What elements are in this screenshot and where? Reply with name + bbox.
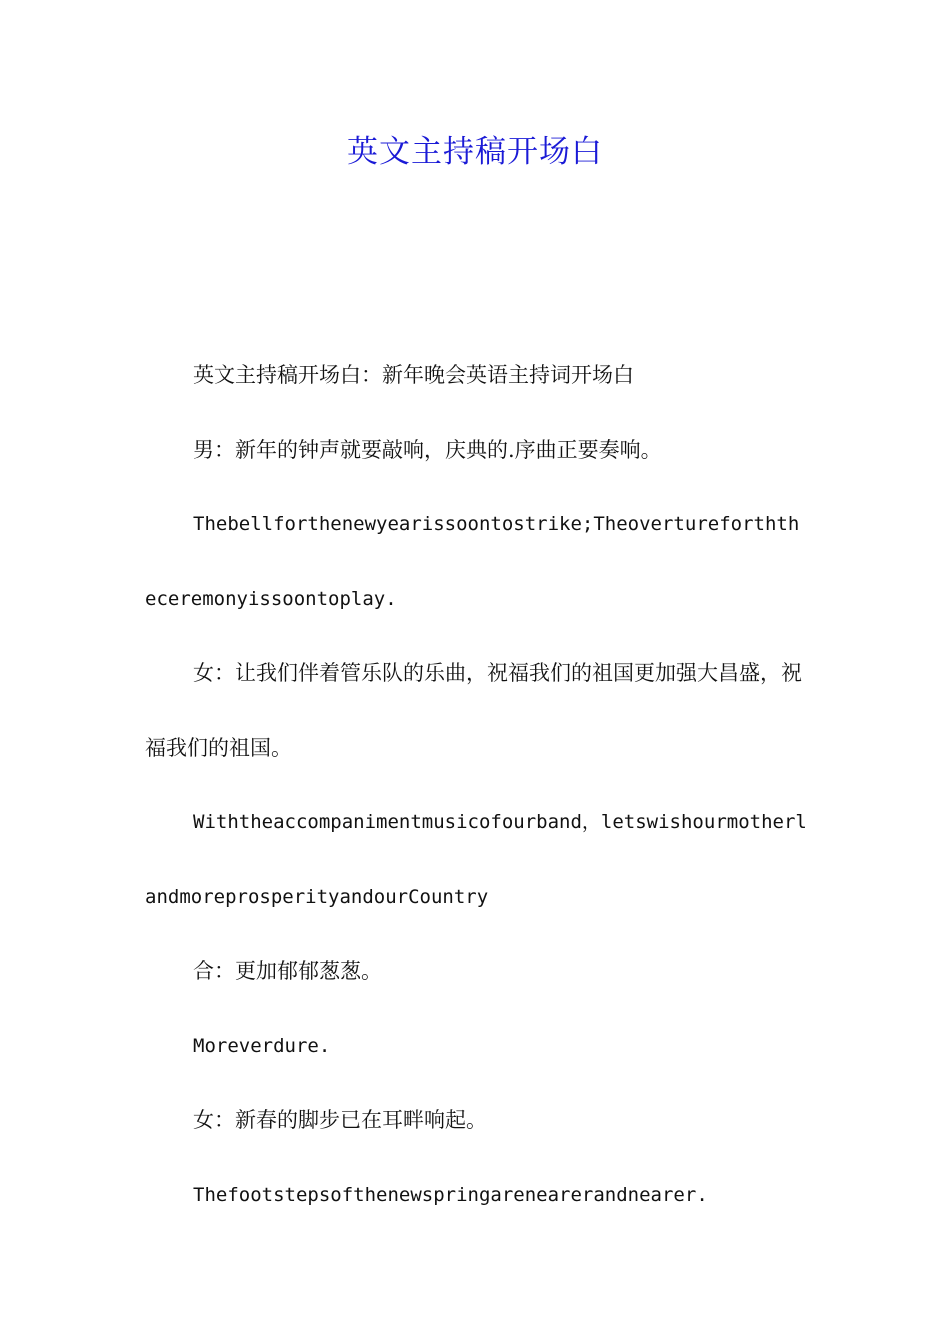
- paragraph: 男：新年的钟声就要敲响，庆典的.序曲正要奏响。: [193, 437, 662, 462]
- paragraph: Withtheaccompanimentmusicofourband，letswishourmotherlandmoreprosperityandourCountry: [145, 811, 807, 908]
- paragraph: 英文主持稿开场白：新年晚会英语主持词开场白: [193, 363, 634, 387]
- paragraph: 女：让我们伴着管乐队的乐曲，祝福我们的祖国更加强大昌盛，祝福我们的祖国。: [145, 661, 802, 760]
- document-body: [145, 338, 807, 1232]
- document-title: 英文主持稿开场白: [347, 134, 603, 170]
- paragraph: Moreverdure.: [193, 1034, 331, 1057]
- paragraph: 合：更加郁郁葱葱。: [193, 959, 382, 983]
- paragraph: 女：新春的脚步已在耳畔响起。: [193, 1108, 487, 1132]
- paragraph: Thebellforthenewyearissoontostrike;Theovertureforththeceremonyissoontoplay.: [145, 513, 800, 610]
- paragraph: Thefootstepsofthenewspringarenearerandnearer.: [193, 1183, 708, 1206]
